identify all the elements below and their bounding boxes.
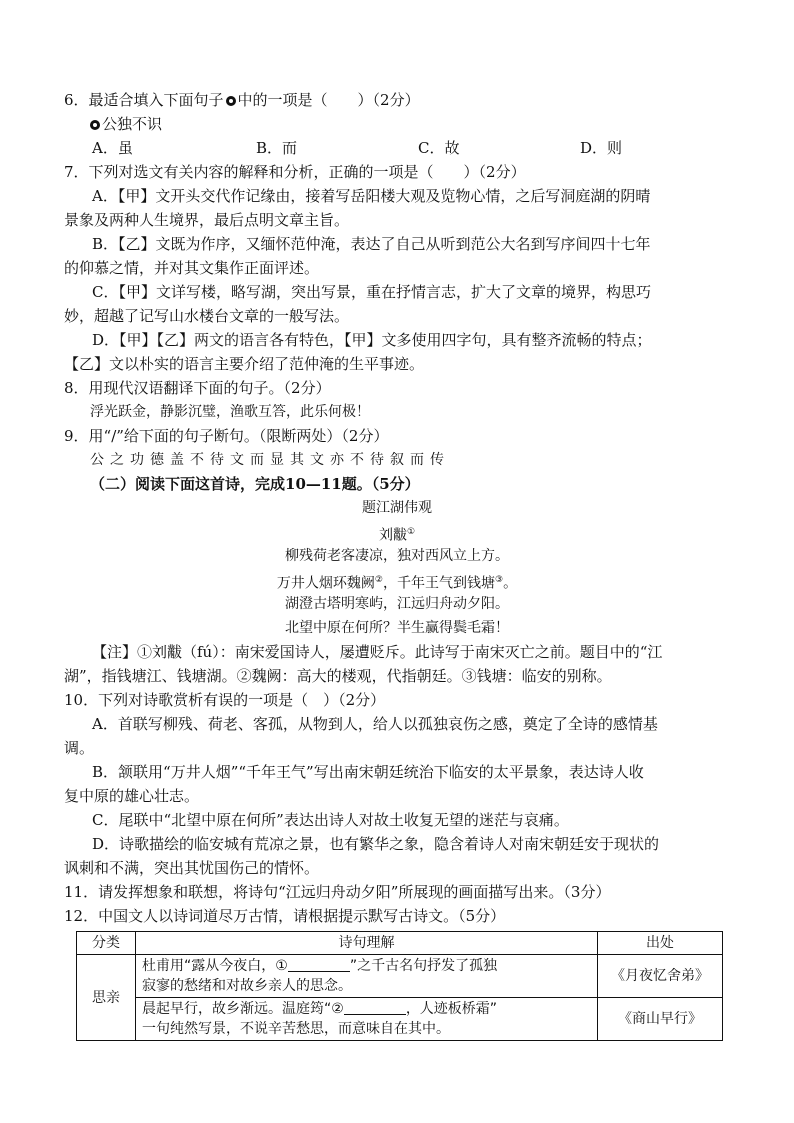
table-cell-source: 《商山早行》 [598,998,723,1041]
q7-option-b: B．【乙】文既为作序，又缅怀范仲淹，表达了自己从听到范公大名到写序间四十七年 [92,235,651,253]
blank-circle-icon [226,96,236,106]
q7-option-d-cont: 【乙】文以朴实的语言主要介绍了范仲淹的生平事迹。 [64,355,425,373]
poem-line-1: 柳残荷老客凄凉，独对西风立上方。 [285,548,509,564]
q7-option-a: A．【甲】文开头交代作记缘由，接着写岳阳楼大观及览物心情，之后写洞庭湖的阴晴 [92,187,651,205]
q10-option-b: B．颔联用“万井人烟”“千年王气”写出南宋朝廷统治下临安的太平景象，表达诗人收 [92,763,644,781]
q10-option-d-cont: 讽刺和不满，突出其忧国伤己的情怀。 [64,859,320,877]
q6-option-a: A．虽 [92,139,133,157]
poem-title: 题江湖伟观 [362,500,432,516]
q10-option-b-cont: 复中原的雄心壮志。 [64,787,200,805]
table-cell-understanding: 晨起早行，故乡渐远。温庭筠“② ，人迹板桥霜” 一句纯然写景，不说辛苦愁思，而意味自在其中。 [136,998,598,1041]
poem-note-cont: 湖”，指钱塘江、钱塘湖。②魏阙：高大的楼观，代指朝廷。③钱塘：临安的别称。 [64,667,612,685]
q10-option-c: C．尾联中“北望中原在何所”表达出诗人对故土收复无望的迷茫与哀痛。 [92,811,569,829]
q6-option-c: C．故 [418,139,460,157]
q10-option-a: A．首联写柳残、荷老、客孤，从物到人，给人以孤独哀伤之感，奠定了全诗的感情基 [92,715,658,733]
poem-line-4: 北望中原在何所？半生赢得鬓毛霜！ [285,620,509,636]
table-header-source: 出处 [598,932,723,955]
q8-sentence: 浮光跃金，静影沉璧，渔歌互答，此乐何极！ [90,404,370,420]
q7-option-c-cont: 妙，超越了记写山水楼台文章的一般写法。 [64,307,350,325]
q6-option-d: D．则 [580,139,623,157]
answer-blank-2[interactable] [344,999,406,1015]
q7-stem: 7．下列对选文有关内容的解释和分析，正确的一项是（ ）（2分） [64,163,526,181]
table-cell-category: 思亲 [77,955,136,1041]
q9-stem: 9．用“/”给下面的句子断句。（限断两处）（2分） [64,427,389,445]
q12-table [76,931,723,1041]
poem-line-2: 万井人烟环魏阙②，千年王气到钱塘③。 [276,575,518,592]
poem-author: 刘黻① [378,527,416,544]
q9-sentence: 公之功德盖不待文而显其文亦不待叙而传 [90,452,450,468]
table-cell-understanding: 杜甫用“露从今夜白，① ”之千古名句抒发了孤独 寂寥的愁绪和对故乡亲人的思念。 [136,955,598,998]
q8-stem: 8．用现代汉语翻译下面的句子。（2分） [64,379,331,397]
q7-option-c: C．【甲】文详写楼，略写湖，突出写景，重在抒情言志，扩大了文章的境界，构思巧 [92,283,651,301]
table-row [77,998,723,1041]
q10-option-d: D．诗歌描绘的临安城有荒凉之景，也有繁华之象，隐含着诗人对南宋朝廷安于现状的 [92,835,660,853]
poem-note: 【注】①刘黻（fú）：南宋爱国诗人，屡遭贬斥。此诗写于南宋灭亡之前。题目中的“江 [92,643,663,661]
q6-option-b: B．而 [256,139,298,157]
q7-option-d: D．【甲】【乙】两文的语言各有特色，【甲】文多使用四字句，具有整齐流畅的特点； [92,331,652,349]
table-header-row [77,932,723,955]
table-cell-source: 《月夜忆舍弟》 [598,955,723,998]
q6-stem: 6．最适合填入下面句子 中的一项是（ ）（2分） [64,91,420,109]
table-header-understanding: 诗句理解 [136,932,598,955]
blank-circle-icon [90,120,100,130]
q6-sentence: 公独不识 [88,113,162,135]
q10-option-a-cont: 调。 [64,739,95,757]
q12-stem: 12．中国文人以诗词道尽万古情，请根据提示默写古诗文。（5分） [64,907,506,925]
table-row [77,955,723,998]
table-header-category: 分类 [77,932,136,955]
section2-heading: （二）阅读下面这首诗，完成10—11题。（5分） [90,475,420,493]
q7-option-a-cont: 景象及两种人生境界，最后点明文章主旨。 [64,211,350,229]
q7-option-b-cont: 的仰慕之情，并对其文集作正面评述。 [64,259,320,277]
answer-blank-1[interactable] [288,956,350,972]
poem-line-3: 湖澄古塔明寒屿，江远归舟动夕阳。 [285,596,509,612]
q11-stem: 11．请发挥想象和联想，将诗句“江远归舟动夕阳”所展现的画面描写出来。（3分） [64,883,611,901]
q10-stem: 10．下列对诗歌赏析有误的一项是（ ）（2分） [64,691,386,709]
